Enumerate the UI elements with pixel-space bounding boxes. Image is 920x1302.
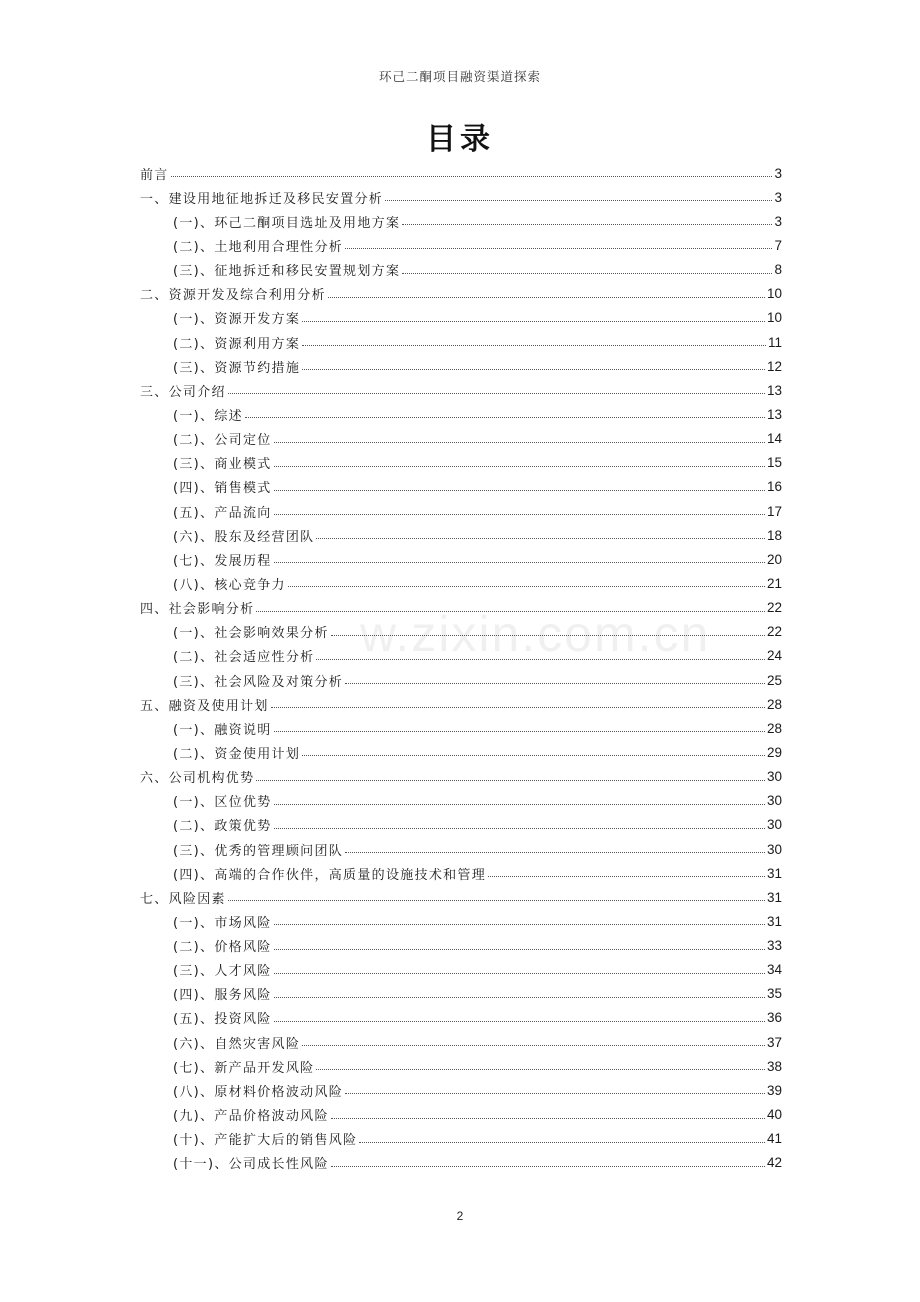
dot-leader	[274, 561, 765, 563]
page-number: 2	[456, 1209, 464, 1223]
toc-entry-label: (五)、产品流向	[173, 505, 272, 521]
dot-leader	[316, 1068, 765, 1070]
dot-leader	[345, 682, 765, 684]
toc-entry-label: (六)、自然灾害风险	[173, 1036, 301, 1052]
toc-entry[interactable]	[140, 185, 782, 209]
toc-entry-page: 10	[766, 310, 782, 326]
toc-entry[interactable]	[140, 258, 782, 282]
toc-entry-page: 34	[766, 962, 782, 978]
toc-entry[interactable]	[140, 1151, 782, 1175]
toc-entry-label: (三)、征地拆迁和移民安置规划方案	[173, 264, 401, 280]
running-header: 环己二酮项目融资渠道探索	[378, 69, 541, 84]
dot-leader	[345, 247, 772, 249]
dot-leader	[385, 199, 772, 201]
toc-entry[interactable]	[140, 354, 782, 378]
dot-leader	[345, 851, 765, 853]
dot-leader	[271, 706, 765, 708]
toc-entry[interactable]	[140, 861, 782, 885]
toc-entry-label: 六、公司机构优势	[140, 771, 255, 787]
toc-entry-page: 42	[766, 1155, 782, 1171]
dot-leader	[359, 1141, 765, 1143]
toc-entry-label: (二)、土地利用合理性分析	[173, 239, 344, 255]
toc-entry[interactable]	[140, 692, 782, 716]
toc-entry-label: (八)、核心竞争力	[173, 577, 286, 593]
toc-entry-page: 24	[766, 648, 782, 664]
table-of-contents	[140, 161, 782, 1175]
toc-entry-page: 20	[766, 551, 782, 567]
toc-entry[interactable]	[140, 475, 782, 499]
dot-leader	[488, 875, 765, 877]
dot-leader	[302, 344, 766, 346]
toc-entry-page: 28	[766, 696, 782, 712]
toc-entry[interactable]	[140, 547, 782, 571]
toc-entry-label: 三、公司介绍	[140, 384, 226, 400]
dot-leader	[274, 513, 765, 515]
dot-leader	[302, 754, 765, 756]
toc-entry-page: 10	[766, 286, 782, 302]
toc-entry[interactable]	[140, 668, 782, 692]
dot-leader	[274, 465, 765, 467]
toc-entry[interactable]	[140, 1030, 782, 1054]
dot-leader	[274, 441, 765, 443]
toc-entry-label: 二、资源开发及综合利用分析	[140, 288, 326, 304]
toc-entry[interactable]	[140, 402, 782, 426]
toc-entry-label: 七、风险因素	[140, 891, 226, 907]
toc-entry[interactable]	[140, 716, 782, 740]
toc-entry-page: 33	[766, 938, 782, 954]
toc-entry[interactable]	[140, 1078, 782, 1102]
toc-entry-label: (一)、社会影响效果分析	[173, 626, 329, 642]
toc-entry[interactable]	[140, 885, 782, 909]
toc-entry-page: 22	[766, 600, 782, 616]
toc-entry[interactable]	[140, 1054, 782, 1078]
toc-entry-page: 25	[766, 672, 782, 688]
toc-entry-page: 31	[766, 913, 782, 929]
toc-entry-label: (一)、融资说明	[173, 722, 272, 738]
toc-entry-page: 18	[766, 527, 782, 543]
toc-entry-label: 四、社会影响分析	[140, 602, 255, 618]
dot-leader	[316, 537, 765, 539]
dot-leader	[331, 1117, 765, 1119]
toc-entry-label: (二)、社会适应性分析	[173, 650, 315, 666]
toc-entry-page: 14	[766, 431, 782, 447]
toc-entry-page: 29	[766, 744, 782, 760]
toc-entry[interactable]	[140, 306, 782, 330]
toc-entry-page: 35	[766, 986, 782, 1002]
toc-entry-page: 15	[766, 455, 782, 471]
toc-entry[interactable]	[140, 596, 782, 620]
toc-entry-label: (十一)、公司成长性风险	[173, 1157, 329, 1173]
toc-entry-page: 13	[766, 406, 782, 422]
toc-entry-page: 3	[774, 165, 782, 181]
dot-leader	[274, 948, 765, 950]
toc-entry-label: (六)、股东及经营团队	[173, 529, 315, 545]
toc-entry-label: (七)、发展历程	[173, 553, 272, 569]
toc-entry-label: (三)、社会风险及对策分析	[173, 674, 344, 690]
dot-leader	[274, 730, 765, 732]
dot-leader	[228, 899, 765, 901]
dot-leader	[302, 1044, 765, 1046]
toc-entry-page: 39	[766, 1082, 782, 1098]
toc-entry-label: (五)、投资风险	[173, 1012, 272, 1028]
toc-entry-page: 28	[766, 720, 782, 736]
toc-entry-label: (二)、价格风险	[173, 940, 272, 956]
dot-leader	[228, 392, 765, 394]
toc-entry[interactable]	[140, 451, 782, 475]
dot-leader	[256, 779, 765, 781]
toc-entry[interactable]	[140, 523, 782, 547]
toc-entry-label: (二)、政策优势	[173, 819, 272, 835]
toc-entry-page: 30	[766, 817, 782, 833]
toc-entry-label: (一)、综述	[173, 408, 243, 424]
dot-leader	[288, 585, 765, 587]
toc-entry-page: 31	[766, 889, 782, 905]
dot-leader	[402, 223, 772, 225]
toc-entry-label: (九)、产品价格波动风险	[173, 1109, 329, 1125]
toc-entry-page: 41	[766, 1131, 782, 1147]
toc-entry[interactable]	[140, 161, 782, 185]
toc-entry-label: (一)、区位优势	[173, 795, 272, 811]
toc-entry-page: 38	[766, 1058, 782, 1074]
toc-entry-label: (八)、原材料价格波动风险	[173, 1084, 344, 1100]
toc-entry-page: 11	[767, 334, 782, 350]
toc-entry[interactable]	[140, 1102, 782, 1126]
toc-entry[interactable]	[140, 209, 782, 233]
toc-entry-label: (七)、新产品开发风险	[173, 1060, 315, 1076]
page-title: 目录	[426, 122, 494, 157]
dot-leader	[328, 296, 765, 298]
toc-entry-page: 21	[766, 575, 782, 591]
watermark: w.zixin.com.cn	[360, 606, 711, 662]
toc-entry-page: 40	[766, 1107, 782, 1123]
toc-entry[interactable]	[140, 740, 782, 764]
dot-leader	[274, 996, 765, 998]
dot-leader	[331, 1165, 765, 1167]
toc-entry-label: (二)、公司定位	[173, 433, 272, 449]
toc-entry-page: 31	[766, 865, 782, 881]
toc-entry-label: 一、建设用地征地拆迁及移民安置分析	[140, 191, 384, 207]
toc-entry-page: 7	[774, 237, 782, 253]
toc-entry[interactable]	[140, 644, 782, 668]
toc-entry-page: 8	[774, 262, 782, 278]
toc-entry[interactable]	[140, 1127, 782, 1151]
dot-leader	[274, 827, 765, 829]
toc-entry[interactable]	[140, 282, 782, 306]
toc-entry-label: (一)、市场风险	[173, 915, 272, 931]
toc-entry[interactable]	[140, 909, 782, 933]
toc-entry[interactable]	[140, 813, 782, 837]
toc-entry[interactable]	[140, 958, 782, 982]
toc-entry[interactable]	[140, 330, 782, 354]
toc-entry-page: 16	[766, 479, 782, 495]
toc-entry-label: (二)、资金使用计划	[173, 746, 301, 762]
dot-leader	[302, 368, 765, 370]
dot-leader	[345, 1092, 765, 1094]
toc-entry[interactable]	[140, 571, 782, 595]
toc-entry-page: 3	[774, 189, 782, 205]
dot-leader	[245, 416, 765, 418]
toc-entry-label: (四)、高端的合作伙伴，高质量的设施技术和管理	[173, 867, 487, 883]
toc-entry[interactable]	[140, 620, 782, 644]
toc-entry-page: 13	[766, 382, 782, 398]
toc-entry-page: 37	[766, 1034, 782, 1050]
dot-leader	[256, 610, 765, 612]
dot-leader	[274, 923, 765, 925]
toc-entry[interactable]	[140, 765, 782, 789]
toc-entry-page: 22	[766, 624, 782, 640]
toc-entry-label: (四)、服务风险	[173, 988, 272, 1004]
toc-entry-label: (一)、环己二酮项目选址及用地方案	[173, 215, 401, 231]
dot-leader	[274, 489, 765, 491]
toc-entry-label: 五、融资及使用计划	[140, 698, 269, 714]
toc-entry-page: 17	[766, 503, 782, 519]
toc-entry-page: 3	[774, 213, 782, 229]
dot-leader	[274, 803, 765, 805]
toc-entry-label: (三)、资源节约措施	[173, 360, 301, 376]
toc-entry[interactable]	[140, 837, 782, 861]
toc-entry-page: 12	[766, 358, 782, 374]
dot-leader	[316, 658, 765, 660]
toc-entry[interactable]	[140, 789, 782, 813]
toc-entry-label: (二)、资源利用方案	[173, 336, 301, 352]
toc-entry[interactable]	[140, 233, 782, 257]
toc-entry-label: (三)、人才风险	[173, 964, 272, 980]
toc-entry-label: (一)、资源开发方案	[173, 312, 301, 328]
toc-entry[interactable]	[140, 427, 782, 451]
dot-leader	[274, 972, 765, 974]
toc-entry-page: 30	[766, 793, 782, 809]
toc-entry[interactable]	[140, 934, 782, 958]
dot-leader	[402, 272, 772, 274]
toc-entry-page: 30	[766, 841, 782, 857]
toc-entry[interactable]	[140, 1006, 782, 1030]
dot-leader	[171, 175, 773, 177]
toc-entry-label: (三)、商业模式	[173, 457, 272, 473]
toc-entry-page: 30	[766, 769, 782, 785]
toc-entry-label: (三)、优秀的管理顾问团队	[173, 843, 344, 859]
toc-entry[interactable]	[140, 378, 782, 402]
dot-leader	[331, 634, 765, 636]
dot-leader	[274, 1020, 765, 1022]
toc-entry[interactable]	[140, 982, 782, 1006]
toc-entry[interactable]	[140, 499, 782, 523]
toc-entry-label: (四)、销售模式	[173, 481, 272, 497]
dot-leader	[302, 320, 765, 322]
toc-entry-label: 前言	[140, 167, 169, 183]
toc-entry-label: (十)、产能扩大后的销售风险	[173, 1133, 358, 1149]
toc-entry-page: 36	[766, 1010, 782, 1026]
